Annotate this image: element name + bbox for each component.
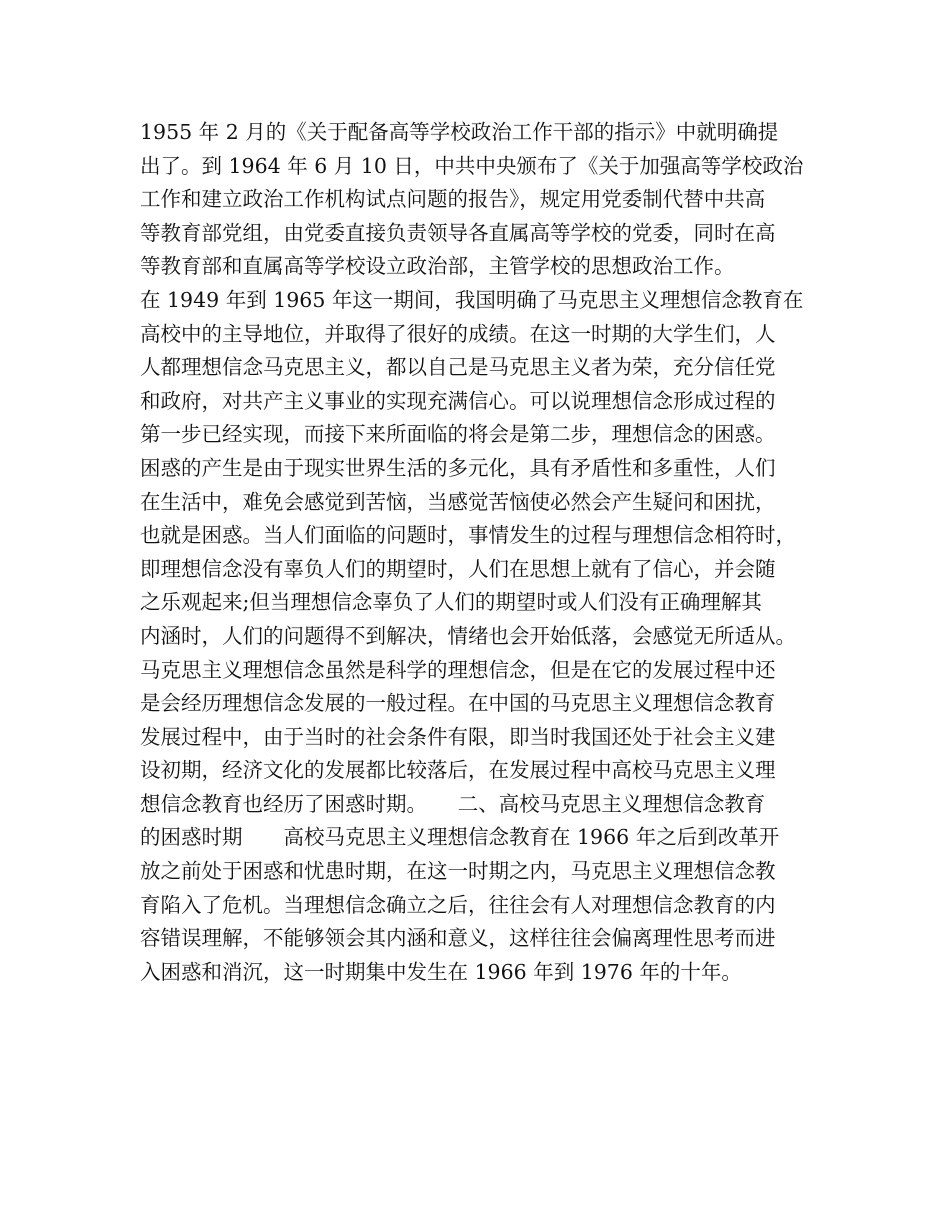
text-line: 设初期，经济文化的发展都比较落后，在发展过程中高校马克思主义理	[140, 758, 776, 783]
text-line: 高校中的主导地位，并取得了很好的成绩。在这一时期的大学生们，人	[140, 321, 776, 346]
text-line: 是会经历理想信念发展的一般过程。在中国的马克思主义理想信念教育	[140, 691, 776, 716]
text-line: 的困惑时期 高校马克思主义理想信念教育在 1966 年之后到改革开	[140, 825, 780, 850]
text-line: 想信念教育也经历了困惑时期。 二、高校马克思主义理想信念教育	[140, 791, 766, 816]
text-line: 和政府，对共产主义事业的实现充满信心。可以说理想信念形成过程的	[140, 388, 776, 413]
text-line: 育陷入了危机。当理想信念确立之后，往往会有人对理想信念教育的内	[140, 892, 776, 917]
text-line: 容错误理解，不能够领会其内涵和意义，这样往往会偏离理性思考而进	[140, 926, 776, 951]
text-line: 入困惑和消沉，这一时期集中发生在 1966 年到 1976 年的十年。	[140, 959, 742, 984]
text-line: 放之前处于困惑和忧患时期，在这一时期之内，马克思主义理想信念教	[140, 859, 776, 884]
text-line: 即理想信念没有辜负人们的期望时，人们在思想上就有了信心，并会随	[140, 556, 776, 581]
text-line: 也就是困惑。当人们面临的问题时，事情发生的过程与理想信念相符时，	[140, 523, 796, 548]
text-line: 1955 年 2 月的《关于配备高等学校政治工作干部的指示》中就明确提	[140, 120, 779, 144]
text-line: 等教育部党组，由党委直接负责领导各直属高等学校的党委，同时在高	[140, 220, 776, 245]
text-line: 工作和建立政治工作机构试点问题的报告》，规定用党委制代替中共高	[140, 187, 766, 212]
text-line: 之乐观起来;但当理想信念辜负了人们的期望时或人们没有正确理解其	[140, 590, 762, 615]
text-line: 发展过程中，由于当时的社会条件有限，即当时我国还处于社会主义建	[140, 724, 776, 749]
text-line: 马克思主义理想信念虽然是科学的理想信念，但是在它的发展过程中还	[140, 657, 776, 682]
text-line: 在 1949 年到 1965 年这一期间，我国明确了马克思主义理想信念教育在	[140, 287, 804, 312]
text-line: 人都理想信念马克思主义，都以自己是马克思主义者为荣，充分信任党	[140, 355, 776, 380]
text-line: 困惑的产生是由于现实世界生活的多元化，具有矛盾性和多重性，人们	[140, 455, 776, 480]
text-line: 等教育部和直属高等学校设立政治部，主管学校的思想政治工作。	[140, 254, 735, 279]
body-text	[140, 116, 840, 989]
text-line: 在生活中，难免会感觉到苦恼，当感觉苦恼使必然会产生疑问和困扰，	[140, 489, 776, 514]
text-line: 第一步已经实现，而接下来所面临的将会是第二步，理想信念的困惑。	[140, 422, 776, 447]
text-line: 内涵时，人们的问题得不到解决，情绪也会开始低落，会感觉无所适从。	[140, 623, 796, 648]
text-line: 出了。到 1964 年 6 月 10 日，中共中央颁布了《关于加强高等学校政治	[140, 153, 804, 178]
